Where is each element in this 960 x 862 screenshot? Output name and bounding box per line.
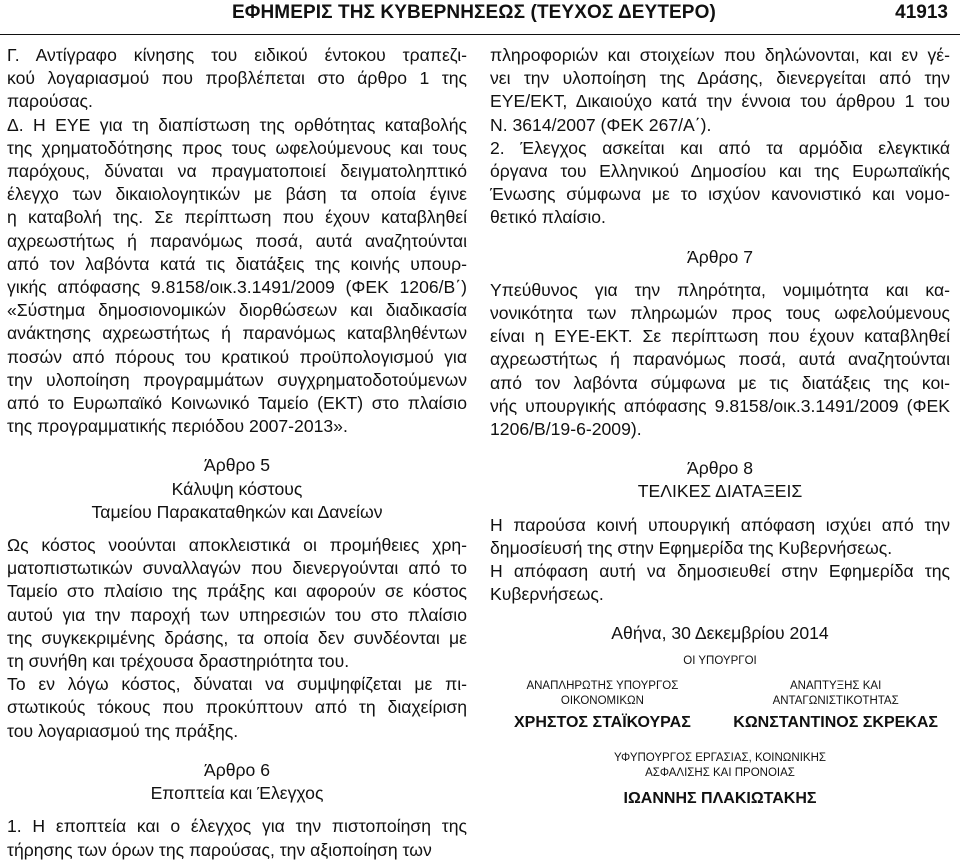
text-line: θετικό πλαίσιο. bbox=[490, 207, 606, 228]
gazette-title: ΕΦΗΜΕΡΙΣ ΤΗΣ ΚΥΒΕΡΝΗΣΕΩΣ (ΤΕΥΧΟΣ ΔΕΥΤΕΡΟ) bbox=[232, 2, 716, 23]
text-line: της χρηματοδότησης προς τους ωφελούμενους και τους bbox=[7, 137, 467, 158]
text-line: 1206/Β/19-6-2009). bbox=[490, 419, 642, 440]
text-line: είναι η ΕΥΕ-ΕΚΤ. Σε περίπτωση που έχουν καταβληθεί bbox=[490, 326, 950, 347]
text-line: Υπεύθυνος για την πληρότητα, νομιμότητα και κα- bbox=[490, 279, 950, 300]
header-rule bbox=[0, 34, 960, 35]
text-line: δημοσίευσή της στην Εφημερίδα της Κυβερνήσεως. bbox=[490, 537, 893, 558]
signatory-1-name: ΧΡΗΣΤΟΣ ΣΤΑΪΚΟΥΡΑΣ bbox=[514, 713, 691, 731]
text-line: την υλοποίηση προγραμμάτων συγχρηματοδοτούμενων bbox=[7, 369, 467, 390]
text-line: Ως κόστος νοούνται αποκλειστικά οι προμήθειες χρη- bbox=[7, 535, 467, 556]
article-8-title: ΤΕΛΙΚΕΣ ΔΙΑΤΑΞΕΙΣ bbox=[637, 481, 803, 502]
signatory-3-role-line2: ΑΣΦΑΛΙΣΗΣ ΚΑΙ ΠΡΟΝΟΙΑΣ bbox=[645, 766, 795, 779]
article-5-heading: Άρθρο 5 bbox=[203, 455, 270, 476]
text-line: από το Ευρωπαϊκό Κοινωνικό Ταμείο (ΕΚΤ) στο πλαίσιο bbox=[7, 393, 467, 414]
text-line: 2. Έλεγχος ασκείται και από τα αρμόδια ελεγκτικά bbox=[490, 137, 950, 158]
text-line: Κυβερνήσεως. bbox=[490, 584, 604, 605]
signature-block-2 bbox=[733, 679, 938, 733]
text-line: έλεγχο των δικαιολογητικών με βάση τα οποία έγινε bbox=[7, 184, 467, 205]
text-line: παρούσας. bbox=[7, 91, 93, 112]
text-line: της προγραμματικής περιόδου 2007-2013». bbox=[7, 416, 348, 437]
text-line: όργανα του Ελληνικού Δημοσίου και της Ευρωπαϊκής bbox=[490, 161, 950, 182]
text-line: γικής απόφασης 9.8158/οικ.3.1491/2009 (ΦΕΚ 1206/Β΄) bbox=[7, 277, 467, 298]
page-number: 41913 bbox=[895, 2, 948, 23]
article-7-heading: Άρθρο 7 bbox=[686, 246, 753, 267]
text-line: νει την υλοποίηση της Δράσης, διενεργείται από την bbox=[490, 68, 950, 89]
signatory-2-role-line2: ΑΝΤΑΓΩΝΙΣΤΙΚΟΤΗΤΑΣ bbox=[772, 694, 899, 707]
signatory-3-role-line1: ΥΦΥΠΟΥΡΓΟΣ ΕΡΓΑΣΙΑΣ, ΚΟΙΝΩΝΙΚΗΣ bbox=[613, 751, 826, 764]
text-line: 1. Η εποπτεία και ο έλεγχος για την πιστοποίηση της bbox=[7, 816, 467, 837]
article-8-paragraph-2 bbox=[490, 560, 950, 606]
text-line: τη συνήθη και τρέχουσα δραστηριότητα του. bbox=[7, 651, 350, 672]
place-date: Αθήνα, 30 Δεκεμβρίου 2014 bbox=[611, 623, 829, 644]
text-line: παρόχους, δύναται να πραγματοποιεί δειγματοληπτικό bbox=[7, 161, 467, 182]
text-line: η καταβολή της. Σε περίπτωση που έχουν καταβληθεί bbox=[7, 207, 467, 228]
article-5-paragraph-2 bbox=[7, 673, 467, 743]
text-line: ΕΥΕ/ΕΚΤ, Δικαιούχο κατά την έννοια του άρθρου 1 του bbox=[490, 91, 950, 112]
text-line: ματοπιστωτικών συναλλαγών που διενεργούνται από το bbox=[7, 558, 467, 579]
text-line: στωτικούς τόκους που προκύπτουν από τη διαχείριση bbox=[7, 697, 467, 718]
article-5-title-line1: Κάλυψη κόστους bbox=[171, 478, 303, 499]
text-line: της συγκεκριμένης δράσης, τα οποία δεν συνδέονται με bbox=[7, 627, 467, 648]
text-line: Το εν λόγω κόστος, δύναται να συμψηφίζεται με πι- bbox=[7, 674, 467, 695]
signatory-2-name: ΚΩΝΣΤΑΝΤΙΝΟΣ ΣΚΡΕΚΑΣ bbox=[733, 713, 938, 731]
paragraph-g bbox=[7, 44, 467, 114]
text-line: «Σύστημα δημοσιονομικών διορθώσεων και διαδικασία bbox=[7, 300, 467, 321]
left-column bbox=[7, 44, 467, 862]
text-line: Η παρούσα κοινή υπουργική απόφαση ισχύει από την bbox=[490, 514, 950, 535]
signature-block-1 bbox=[514, 679, 691, 733]
signature-row bbox=[490, 679, 950, 733]
text-line: τήρησης των όρων της παρούσας, την αξιοποίηση των bbox=[7, 839, 432, 860]
article-6-paragraph-1 bbox=[7, 815, 467, 861]
article-6-heading: Άρθρο 6 bbox=[203, 759, 270, 780]
text-line: νονικότητα των πληρωμών προς τους ωφελούμενους bbox=[490, 303, 950, 324]
text-line: του λογαριασμού της πράξης. bbox=[7, 720, 239, 741]
right-column bbox=[490, 44, 950, 809]
text-line: Δ. Η ΕΥΕ για τη διαπίστωση της ορθότητας καταβολής bbox=[7, 114, 467, 135]
article-8-paragraph-1 bbox=[490, 514, 950, 560]
text-line: αχρεωστήτως ή παρανόμως ποσά, αυτά αναζητούνται bbox=[490, 349, 950, 370]
text-line: Γ. Αντίγραφο κίνησης του ειδικού έντοκου τραπεζι- bbox=[7, 45, 467, 65]
article-6-title: Εποπτεία και Έλεγχος bbox=[150, 783, 324, 804]
text-line: ποσών από πόρους του κρατικού προϋπολογισμού για bbox=[7, 346, 467, 367]
text-line: ανάκτησης αχρεωστήτως ή παρανόμως καταβληθέντων bbox=[7, 323, 467, 344]
text-line: Ταμείο στο πλαίσιο της πράξης και αφορούν σε κόστος bbox=[7, 581, 467, 602]
signatory-2-role-line1: ΑΝΑΠΤΥΞΗΣ ΚΑΙ bbox=[790, 679, 882, 692]
article-7-paragraph bbox=[490, 279, 950, 441]
text-line: από τον λαβόντα κατά τις διατάξεις της κοινής υπουρ- bbox=[7, 253, 467, 274]
text-line: από τον λαβόντα σύμφωνα με τις διατάξεις της κοι- bbox=[490, 372, 950, 393]
article-5-title-line2: Ταμείου Παρακαταθηκών και Δανείων bbox=[91, 501, 383, 522]
article-5-paragraph-1 bbox=[7, 534, 467, 673]
text-line: πληροφοριών και στοιχείων που δηλώνονται, και εν γέ- bbox=[490, 45, 950, 65]
ministers-label: ΟΙ ΥΠΟΥΡΓΟΙ bbox=[683, 654, 757, 667]
paragraph-d bbox=[7, 114, 467, 439]
text-line: Η απόφαση αυτή να δημοσιευθεί στην Εφημερίδα της bbox=[490, 561, 950, 582]
text-line: κού λογαριασμού που προβλέπεται στο άρθρο 1 της bbox=[7, 68, 467, 89]
signatory-3-name: ΙΩΑΝΝΗΣ ΠΛΑΚΙΩΤΑΚΗΣ bbox=[623, 789, 817, 807]
article-6-paragraph-1-continued bbox=[490, 44, 950, 137]
signatory-1-role-line2: ΟΙΚΟΝΟΜΙΚΩΝ bbox=[560, 694, 644, 707]
text-line: Ν. 3614/2007 (ΦΕΚ 267/Α΄). bbox=[490, 114, 712, 135]
article-8-heading: Άρθρο 8 bbox=[686, 458, 753, 479]
text-line: νής υπουργικής απόφασης 9.8158/οικ.3.1491/2009 (ΦΕΚ bbox=[490, 395, 950, 416]
signatory-1-role-line1: ΑΝΑΠΛΗΡΩΤΗΣ ΥΠΟΥΡΓΟΣ bbox=[526, 679, 679, 692]
text-line: Ένωσης σύμφωνα με το ισχύον κανονιστικό και νομο- bbox=[490, 184, 950, 205]
signature-block-3 bbox=[490, 751, 950, 809]
text-line: αυτού για την παροχή των υπηρεσιών του στο πλαίσιο bbox=[7, 604, 467, 625]
text-line: αχρεωστήτως ή παρανόμως ποσά, αυτά αναζητούνται bbox=[7, 230, 467, 251]
page-header bbox=[0, 0, 960, 36]
article-6-paragraph-2 bbox=[490, 137, 950, 230]
